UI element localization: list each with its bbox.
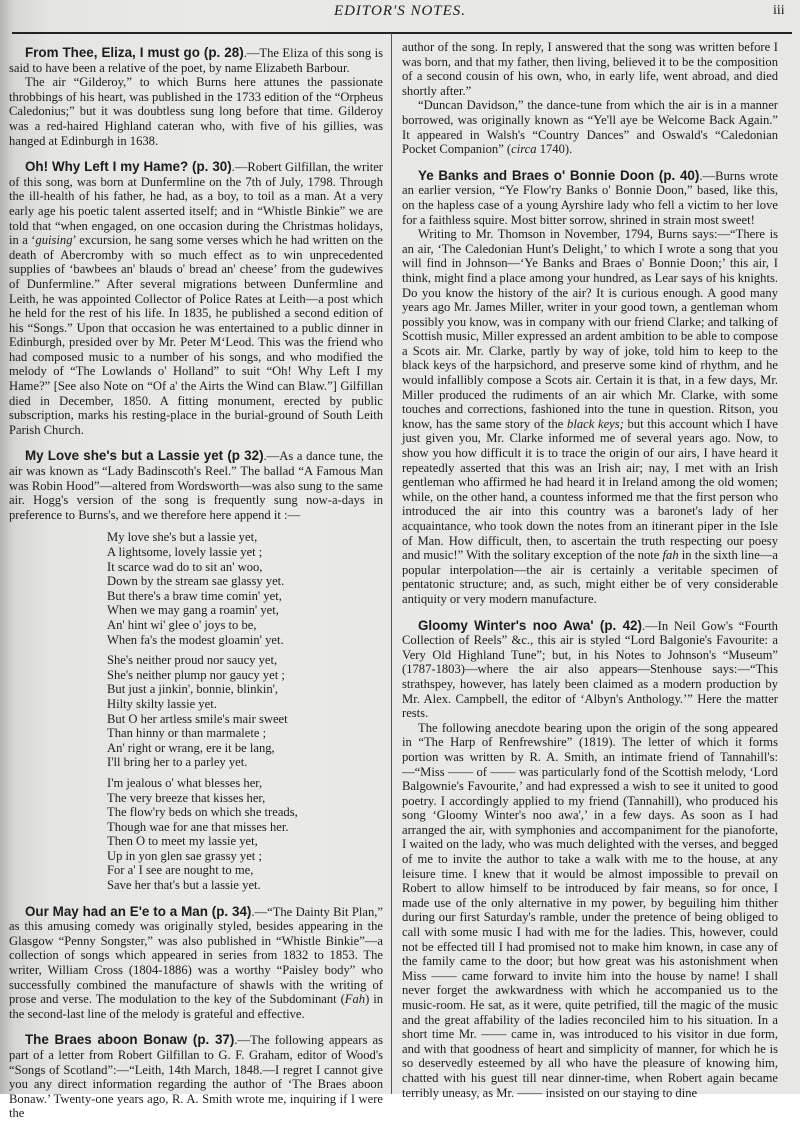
italic-text: Fah <box>344 992 366 1007</box>
left-column <box>9 46 383 1133</box>
paragraph <box>9 46 383 75</box>
poem-line: When fa's the modest gloamin' yet. <box>107 632 284 647</box>
poem-line: I'll bring her to a parley yet. <box>107 755 248 770</box>
poem-line: A lightsome, lovely lassie yet ; <box>107 545 263 559</box>
text-run: .—In Neil Gow's “Fourth Collection of Reels” &c., this air is styled “Lord Balgonie's Favourite: a Very Old Highland Tune”; but, in his Notes to Johnson's “Museum” (1787-1803)—where the air also appears—Stenhouse says:—“This strathspey, however, has lately been claimed as a modern production by Mr. Alex. Campbell, the editor of ‘Albyn's Anthology.’” Here the matter rests. <box>402 618 778 721</box>
poem-stanza <box>107 776 383 893</box>
note-section <box>402 40 778 157</box>
poem-stanza <box>107 653 383 770</box>
poem-line: Save her that's but a lassie yet. <box>107 878 261 893</box>
poem-line: The flow'ry beds on which she treads, <box>107 805 298 820</box>
poem-line: An' right or wrang, ere it be lang, <box>107 740 275 755</box>
poem-line: An' hint wi' glee o' joys to be, <box>107 617 257 632</box>
poem-line: She's neither plump nor gaucy yet ; <box>107 667 285 682</box>
paragraph <box>402 40 778 98</box>
note-heading: From Thee, Eliza, I must go (p. 28) <box>25 45 244 60</box>
italic-text: circa <box>511 142 537 157</box>
note-heading: Our May had an E'e to a Man (p. 34) <box>25 903 252 919</box>
paragraph <box>9 75 383 148</box>
poem-line: Though wae for ane that misses her. <box>107 819 289 834</box>
note-section <box>402 619 778 1101</box>
note-heading: The Braes aboon Bonaw (p. 37) <box>25 1032 235 1048</box>
right-column <box>402 40 778 1112</box>
text-run: but this account which I have just given you, Mr. Clarke informed me of several years ago. Now, to show you how difficult it is to trace the origin of our airs, I have heard it repeatedly asserted that this was an Irish air; nay, I met with an Irish gentleman who affirmed he had heard it in Ireland among the old women; while, on the other hand, a countess informed me that the first person who introduced the air into this country was a baronet's lady of her acquaintance, who took down the notes from an itinerant piper in the Isle of Man. How difficult, then, to ascertain the truth respecting our poesy and music!” With the solitary exception of the note <box>402 416 778 563</box>
text-run: “Duncan Davidson,” the dance-tune from which the air is in a manner borrowed, was originally known as “Ye'll aye be Welcome Back Again.” It appeared in Walsh's “Country Dances” and Oswald's “Caledonian Pocket Companion” ( <box>402 98 778 157</box>
note-section <box>402 169 778 607</box>
note-section <box>9 905 383 1022</box>
text-run: .—As a dance tune, the air was known as “Lady Badinscoth's Reel.” The ballad “A Famous Man was Robin Hood”—altered from Wordsworth—was also sung to the same air. Hogg's version of the song is frequently sung now-a-days in preference to Burns's, and we therefore here append it :— <box>9 449 383 522</box>
text-run: Writing to Mr. Thomson in November, 1794, Burns says:—“There is an air, ‘The Caledonian Hunt's Delight,’ to which I wrote a song that you will find in Johnson—‘Ye Banks and Braes o' Bonnie Doon;’ this air, I think, might find a place among your hundred, as Lear says of his knights. Do you know the history of the air? It is curious enough. A good many years ago Mr. James Miller, writer in your good town, a gentleman whom possibly you know, was in company with our friend Clarke; and talking of Scottish music, Miller expressed an ardent ambition to be able to compose a Scots air. Mr. Clarke, partly by way of joke, told him to keep to the black keys of the harpsichord, and preserve some kind of rhythm, and he would infallibly compose a Scots air. Certain it is that, in a few days, Mr. Miller produced the rudiments of an air which Mr. Clarke, with some touches and corrections, fashioned into the tune in question. Ritson, you know, has the same story of the <box>402 227 778 431</box>
paragraph <box>9 160 383 437</box>
poem-line: Hilty skilty lassie yet. <box>107 696 217 711</box>
note-heading: Gloomy Winter's noo Awa' (p. 42) <box>418 617 642 633</box>
note-section <box>9 160 383 437</box>
text-run: .—The following appears as part of a letter from Robert Gilfillan to G. F. Graham, editor of Wood's “Songs of Scotland”:—“Leith, 14th March, 1848.—I regret I cannot give you any direct information regarding the author of ‘The Braes aboon Bonaw.’ Twenty-one years ago, R. A. Smith wrote me, inquiring if I were the <box>9 1033 383 1121</box>
text-run: in the sixth line—a popular interpolation—the air is certainly a veritable specimen of pentatonic structure; and, as such, might either be of very considerable antiquity or very modern manufacture. <box>402 548 778 606</box>
text-run: .—The Eliza of this song is said to have been a relative of the poet, by name Elizabeth Barbour. <box>9 46 383 75</box>
note-heading: Oh! Why Left I my Hame? (p. 30) <box>25 159 232 175</box>
paragraph <box>402 619 778 721</box>
poem-line: She's neither proud nor saucy yet, <box>107 653 278 668</box>
paragraph <box>9 905 383 1022</box>
text-run: .—“The Dainty Bit Plan,” as this amusing comedy was originally styled, besides appearing in the Glasgow “Penny Songster,” was also published in “Whistle Binkie”—a collection of songs which appeared in series from 1832 to 1853. The writer, William Cross (1804-1886) was a worthy “Paisley body” who successfully combined the manufacture of shawls with the writing of prose and verse. The modulation to the key of the Subdominant ( <box>9 904 383 1007</box>
italic-text: black keys; <box>567 416 624 431</box>
poem-line: For a' I see are nought to me, <box>107 863 254 878</box>
column-divider <box>391 33 392 1094</box>
poem-stanza <box>107 530 383 647</box>
header-rule <box>12 32 792 34</box>
poem-line: But O her artless smile's mair sweet <box>107 711 288 726</box>
note-section <box>9 46 383 148</box>
poem-line: But there's a braw time comin' yet, <box>107 588 282 603</box>
paragraph <box>402 169 778 227</box>
paragraph <box>9 1033 383 1121</box>
paragraph <box>402 721 778 1100</box>
poem-line: Than hinny or than marmalete ; <box>107 726 267 741</box>
note-heading: My Love she's but a Lassie yet (p 32) <box>25 448 264 464</box>
text-run: .—Robert Gilfillan, the writer of this song, was born at Dunfermline on the 7th of July, 1798. Through the ill-health of his father, he had, as a boy, to toil as a man. At a very early age his poetic talent asserted itself; and in “Whistle Binkie” we are told that “when engaged, on one occasion during the Christmas holidays, in a ‘ <box>9 160 383 248</box>
italic-text: fah <box>662 548 679 563</box>
note-section <box>9 449 383 892</box>
text-run: .—Burns wrote an earlier version, “Ye Flow'ry Banks o' Bonnie Doon,” based, like this, on the hapless case of a young Ayrshire lady who fell a victim to her love for a faithless squire. Most bitter sorrow, shrined in strain most sweet! <box>402 168 778 227</box>
text-run: The following anecdote bearing upon the origin of the song appeared in “The Harp of Renfrewshire” (1819). The letter of which it forms portion was written by R. A. Smith, an intimate friend of Tannahill's:—“Miss —— of —— was particularly fond of the Scottish melody, ‘Lord Balgownie's Favourite,’ and had expressed a wish to see it united to good poetry. I accordingly applied to my friend (Tannahill), who produced his song ‘Gloomy Winter's noo awa',’ in a few days. As soon as I had arranged the air, with symphonies and accompaniment for the pianoforte, I waited on the lady, who was much delighted with the verses, and begged of me to invite the author to take a walk with me to the house, at any leisure time. I knew that it would be almost impossible to prevail on Robert to allow himself to be introduced by fair means, so for once, I made use of the only alternative in my power, by beguiling him thither during our first Saturday's ramble, under the pretence of being obliged to call with some music I had with me for the ladies. This, however, could not be effected till I had promised not to make him known, in case any of the family came to the door; but how great was his astonishment when Miss —— came forward to invite him into the house by name! I shall never forget the awkwardness with which he accompanied us to the music-room. He sat, as it were, quite petrified, till the magic of the music and the great affability of the ladies reconciled him to his situation. In a short time Mr. —— came in, was introduced to his visitor in due form, and with that goodness of heart and simplicity of manner, for which he is so deservedly esteemed by all who have the pleasure of knowing him, chatted with his guest till near dinner-time, when Robert again became terribly uneasy, as Mr. —— insisted on our staying to dine <box>402 720 778 1100</box>
text-run: ) in the second-last line of the melody is grateful and effective. <box>9 992 384 1021</box>
paragraph <box>9 449 383 522</box>
text-run: 1740). <box>536 142 573 157</box>
poem-line: When we may gang a roamin' yet, <box>107 603 279 618</box>
poem-line: Then O to meet my lassie yet, <box>107 834 258 849</box>
note-heading: Ye Banks and Braes o' Bonnie Doon (p. 40) <box>418 167 700 183</box>
note-section <box>9 1033 383 1121</box>
text-run: ’ excursion, he sang some verses which he had written on the death of Abercromby with so much effect as to win unprecedented supplies of ‘bawbees an' blauds o' bread an' cheese’ from the gudewives of Dunfermline.” After several migrations between Dunfermline and Leith, he was appointed Collector of Police Rates at Leith—a post which he held for the rest of his life. In 1835, he published a second edition of his “Songs.” Upon that occasion he was entertained to a public dinner in Edinburgh, presided over by Mr. Peter M‘Leod. This was the friend who had composed music to a number of his songs, and who modified the melody of “The Lowlands o' Holland” to suit “Oh! Why Left I my Hame?” [See also Note on “Of a' the Airts the Wind can Blaw.”] Gilfillan died in December, 1850. A fitting monument, erected by public subscription, marks his resting-place in the burial-ground of South Leith Parish Church. <box>9 233 383 437</box>
paragraph <box>402 98 778 156</box>
poem-line: But just a jinkin', bonnie, blinkin', <box>107 682 279 697</box>
poem-line: Down by the stream sae glassy yet. <box>107 574 285 589</box>
poem <box>107 530 383 892</box>
text-run: author of the song. In reply, I answered that the song was written before I was born, and that my father, then living, believed it to be the composition of a second cousin of his own, who, in early life, went abroad, and died shortly after.” <box>402 40 778 98</box>
running-header: EDITOR'S NOTES. <box>333 3 467 19</box>
italic-text: guising <box>35 233 73 248</box>
page-number: iii <box>773 3 785 18</box>
poem-line: My love she's but a lassie yet, <box>107 530 258 545</box>
paragraph <box>402 227 778 606</box>
poem-line: It scarce wad do to sit an' woo, <box>107 559 263 574</box>
poem-line: I'm jealous o' what blesses her, <box>107 775 263 790</box>
text-run: The air “Gilderoy,” to which Burns here attunes the passionate throbbings of his heart, was published in the 1733 edition of the “Orpheus Caledonius;” but it was doubtless sung long before that time. Gilderoy was a red-haired Highland cateran who, with five of his gillies, was hanged at Edinburgh in 1638. <box>9 75 383 148</box>
poem-line: Up in yon glen sae grassy yet ; <box>107 848 262 863</box>
poem-line: The very breeze that kisses her, <box>107 790 266 805</box>
